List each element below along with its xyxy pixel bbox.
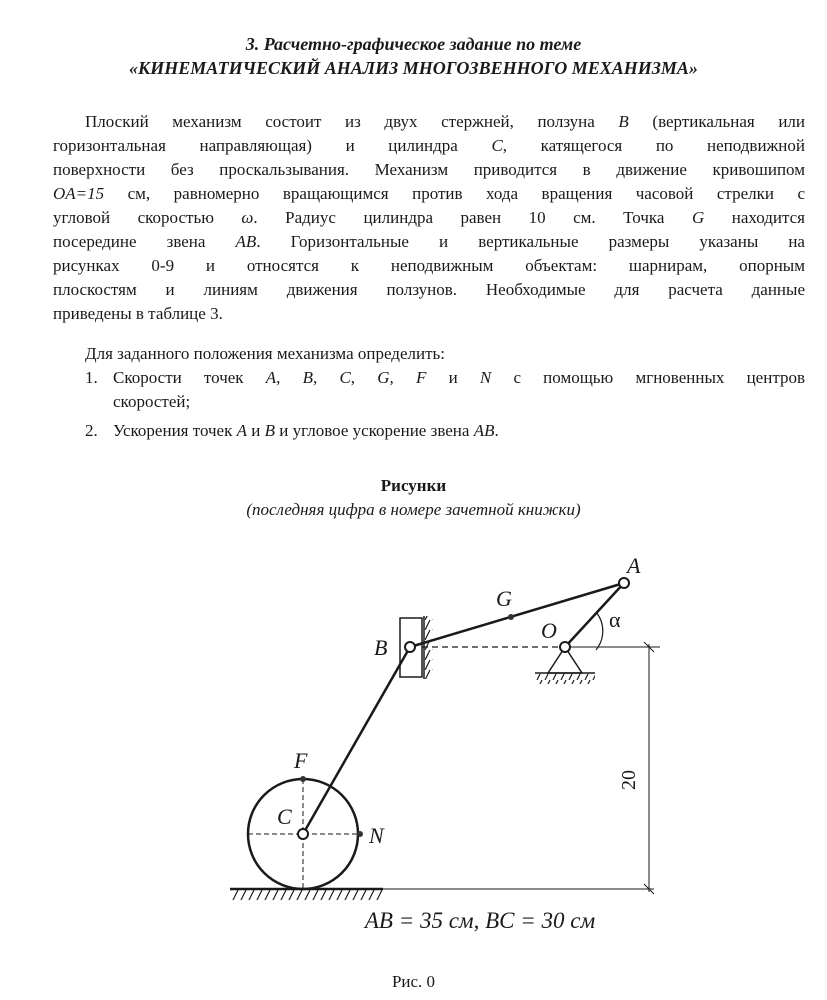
variable-text: C — [339, 368, 351, 387]
variable-text: OA=15 — [53, 184, 105, 203]
label-c: C — [277, 804, 292, 829]
joint-c — [298, 829, 308, 839]
text-segment: Скорости точек — [113, 368, 266, 387]
point-g — [508, 614, 514, 620]
ground-surface — [230, 889, 654, 900]
label-alpha: α — [609, 607, 621, 632]
variable-text: AB — [235, 232, 257, 251]
variable-text: N — [479, 368, 492, 387]
link-bc — [303, 647, 410, 834]
text-segment: находится — [704, 208, 805, 227]
variable-text: B — [618, 112, 629, 131]
text-segment: . — [494, 421, 499, 440]
label-o: O — [541, 618, 557, 643]
variable-text: ω — [241, 208, 254, 227]
point-n — [357, 831, 363, 837]
variable-text: C — [491, 136, 503, 155]
text-segment: . Радиус цилиндра равен 10 см. Точка — [253, 208, 692, 227]
text-segment: и — [247, 421, 265, 440]
joint-a — [619, 578, 629, 588]
text-segment: рисунках 0-9 и относятся к неподвижным объектам: шарнирам, опорным — [53, 256, 805, 275]
text-segment: , — [313, 368, 340, 387]
link-ab — [410, 583, 624, 647]
figures-subheading: (последняя цифра в номере зачетной книжки) — [246, 500, 581, 519]
text-segment: угловой скоростью — [53, 208, 242, 227]
variable-text: B — [264, 421, 276, 440]
joint-b — [405, 642, 415, 652]
text-segment: Ускорения точек — [113, 421, 237, 440]
text-segment: с помощью мгновенных центров — [491, 368, 805, 387]
title-line-2: «КИНЕМАТИЧЕСКИЙ АНАЛИЗ МНОГОЗВЕННОГО МЕХАНИЗМА» — [129, 58, 698, 78]
text-segment: горизонтальная направляющая) и цилиндра — [53, 136, 492, 155]
text-segment: , — [350, 368, 378, 387]
list-number: 2. — [85, 421, 98, 440]
figures-heading: Рисунки — [380, 476, 447, 495]
point-f — [300, 776, 306, 782]
variable-text: AB — [473, 421, 495, 440]
text-segment: Плоский механизм состоит из двух стержней, ползуна — [85, 112, 619, 131]
label-a: A — [627, 553, 641, 578]
variable-text: A — [236, 421, 248, 440]
variable-text: G — [377, 368, 390, 387]
text-segment: . Горизонтальные и вертикальные размеры указаны на — [256, 232, 805, 251]
text-segment: (вертикальная или — [628, 112, 806, 131]
text-segment: Для заданного положения механизма определить: — [85, 344, 445, 363]
label-g: G — [496, 586, 512, 611]
text-segment: посередине звена — [53, 232, 236, 251]
label-f: F — [294, 748, 308, 773]
text-segment: и — [426, 368, 480, 387]
figure-caption: Рис. 0 — [391, 972, 436, 991]
text-segment: , — [389, 368, 416, 387]
text-segment: плоскостям и линиям движения ползунов. Необходимые для расчета данные — [53, 280, 805, 299]
dimensions-note: AB = 35 см, BC = 30 см — [364, 908, 596, 933]
angle-arc — [596, 612, 603, 650]
text-segment: и угловое ускорение звена — [275, 421, 474, 440]
list-number: 1. — [85, 368, 98, 387]
text-segment: поверхности без проскальзывания. Механизм приводится в движение кривошипом — [53, 160, 805, 179]
dimension-label: 20 — [618, 770, 640, 790]
text-segment: скоростей; — [113, 392, 191, 411]
text-segment: приведены в таблице 3. — [53, 304, 223, 323]
label-b: B — [374, 635, 388, 660]
label-n: N — [369, 823, 384, 848]
variable-text: A — [265, 368, 277, 387]
title-line-1: 3. Расчетно-графическое задание по теме — [245, 34, 582, 54]
joint-o — [560, 642, 570, 652]
text-segment: , катящегося по неподвижной — [502, 136, 805, 155]
variable-text: B — [302, 368, 313, 387]
variable-text: G — [691, 208, 705, 227]
text-segment: см, равномерно вращающимся против хода вращения часовой стрелки с — [104, 184, 805, 203]
variable-text: F — [415, 368, 427, 387]
text-segment: , — [276, 368, 303, 387]
